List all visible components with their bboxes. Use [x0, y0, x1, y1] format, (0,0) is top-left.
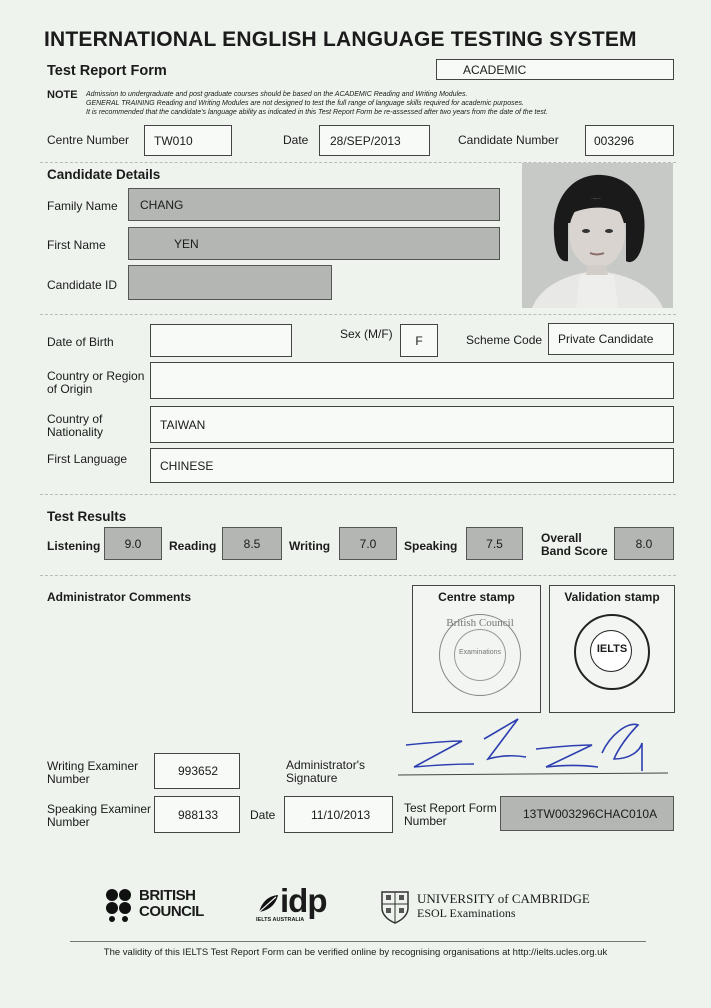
- test-date-label: Date: [283, 133, 309, 147]
- scheme-code-value: Private Candidate: [558, 332, 654, 346]
- overall-label: [541, 532, 608, 558]
- nationality-label: [47, 413, 103, 439]
- first-name-label: First Name: [47, 238, 106, 252]
- test-results-heading: Test Results: [47, 509, 127, 524]
- centre-number-label: Centre Number: [47, 133, 130, 147]
- candidate-photo: [522, 163, 673, 308]
- speaking-score: 7.5: [486, 536, 503, 551]
- divider: [40, 494, 676, 495]
- candidate-portrait: [522, 163, 673, 308]
- writing-examiner-value: 993652: [178, 764, 219, 778]
- note-line-1: Admission to undergraduate and post graduate courses should be based on the ACADEMIC Reading and Writing Modules.: [86, 91, 468, 98]
- administrator-comments-label: Administrator Comments: [47, 590, 192, 604]
- nationality-label-line-1: Country of: [47, 412, 103, 426]
- trf-number-label: [404, 802, 497, 828]
- divider: [40, 575, 676, 576]
- administrator-signature-label: [286, 759, 365, 785]
- cambridge-text-2: ESOL Examinations: [417, 906, 516, 920]
- first-language-value: CHINESE: [160, 458, 214, 473]
- admin-date-label: Date: [250, 808, 276, 822]
- overall-label-line-2: Band Score: [541, 544, 608, 558]
- trf-number-label-line-1: Test Report Form: [404, 801, 497, 815]
- first-name-value: YEN: [174, 236, 199, 251]
- note-line-2: GENERAL TRAINING Reading and Writing Modules are not designed to test the full range of language skills required for academic purposes.: [86, 100, 524, 107]
- centre-number-value: TW010: [154, 133, 193, 148]
- dob-field: [150, 324, 292, 357]
- validation-stamp-seal: [574, 614, 650, 690]
- validation-stamp-box: [549, 585, 675, 713]
- family-name-label: Family Name: [47, 199, 118, 213]
- admin-date-field: [284, 796, 393, 833]
- validation-stamp-seal-text: IELTS: [596, 643, 628, 655]
- idp-logo: [256, 882, 336, 924]
- scheme-code-field: [548, 323, 674, 355]
- first-language-label: First Language: [47, 452, 128, 466]
- sex-label: Sex (M/F): [340, 327, 393, 341]
- candidate-number-label: Candidate Number: [458, 133, 559, 147]
- family-name-field: [128, 188, 500, 221]
- writing-examiner-label-line-1: Writing Examiner: [47, 759, 139, 773]
- centre-stamp-box: [412, 585, 541, 713]
- overall-label-line-1: Overall: [541, 531, 582, 545]
- dob-label: Date of Birth: [47, 335, 114, 349]
- speaking-label: Speaking: [404, 539, 458, 553]
- region-field: [150, 362, 674, 399]
- administrator-signature-label-line-2: Signature: [286, 771, 338, 785]
- speaking-score-field: [466, 527, 523, 560]
- speaking-examiner-label: [47, 803, 151, 829]
- validation-stamp-label: Validation stamp: [564, 590, 660, 604]
- idp-subtext: IELTS AUSTRALIA: [256, 917, 305, 923]
- centre-stamp-label: Centre stamp: [438, 590, 515, 604]
- nationality-label-line-2: Nationality: [47, 425, 104, 439]
- cambridge-text-1: UNIVERSITY of CAMBRIDGE: [417, 891, 590, 906]
- admin-date-value: 11/10/2013: [311, 807, 371, 822]
- region-label-line-2: of Origin: [47, 382, 93, 396]
- trf-number-field: [500, 796, 674, 831]
- form-subtitle: Test Report Form: [47, 63, 167, 79]
- writing-score: 7.0: [359, 536, 377, 551]
- centre-stamp-seal-inner: Examinations: [458, 649, 502, 656]
- candidate-number-value: 003296: [594, 133, 635, 148]
- administrator-signature: [396, 715, 671, 785]
- test-date-value: 28/SEP/2013: [330, 133, 401, 148]
- family-name-value: CHANG: [140, 197, 184, 212]
- footer-rule: [70, 941, 646, 942]
- reading-score: 8.5: [243, 536, 261, 551]
- note-text: [86, 90, 676, 117]
- idp-leaf-icon: [256, 892, 282, 916]
- writing-examiner-label: [47, 760, 138, 786]
- sex-field: [400, 324, 438, 357]
- first-language-field: [150, 448, 674, 483]
- candidate-details-heading: Candidate Details: [47, 167, 161, 182]
- writing-label: Writing: [289, 539, 331, 553]
- region-label-line-1: Country or Region: [47, 369, 145, 383]
- footer-text: The validity of this IELTS Test Report Form can be verified online by recognising organisations at http://ielts.ucles.org.uk: [103, 947, 608, 958]
- trf-number-value: 13TW003296CHAC010A: [523, 806, 658, 821]
- first-name-field: [128, 227, 500, 260]
- note-label: NOTE: [47, 89, 78, 101]
- speaking-examiner-label-line-2: Number: [47, 815, 90, 829]
- british-council-logo: [105, 888, 215, 922]
- overall-score: 8.0: [635, 536, 653, 551]
- region-label: [47, 370, 144, 396]
- cambridge-shield-icon: [380, 890, 410, 924]
- page-title: INTERNATIONAL ENGLISH LANGUAGE TESTING SYSTEM: [44, 28, 637, 51]
- overall-score-field: [614, 527, 674, 560]
- note-line-3: It is recommended that the candidate's language ability as indicated in this Test Report Form be re-assessed after two years from the date of the test.: [86, 109, 548, 116]
- scheme-code-label: Scheme Code: [466, 333, 543, 347]
- administrator-signature-label-line-1: Administrator's: [286, 758, 365, 772]
- candidate-id-label: Candidate ID: [47, 278, 118, 292]
- trf-number-label-line-2: Number: [404, 814, 447, 828]
- centre-stamp-seal-text: British Council: [446, 617, 514, 629]
- reading-label: Reading: [169, 539, 217, 553]
- writing-examiner-field: [154, 753, 240, 789]
- nationality-value: TAIWAN: [160, 417, 206, 432]
- speaking-examiner-label-line-1: Speaking Examiner: [47, 802, 152, 816]
- divider: [40, 314, 676, 315]
- british-council-text-1: BRITISH: [139, 887, 196, 904]
- candidate-id-field: [128, 265, 332, 300]
- test-date-field: [319, 125, 430, 156]
- cambridge-logo: [380, 890, 595, 926]
- module-box: [436, 59, 674, 80]
- reading-score-field: [222, 527, 282, 560]
- listening-score-field: [104, 527, 162, 560]
- listening-score: 9.0: [124, 536, 142, 551]
- british-council-dots-icon: [105, 888, 139, 922]
- centre-stamp-seal: [439, 614, 521, 696]
- idp-text: idp: [280, 882, 327, 919]
- speaking-examiner-field: [154, 796, 240, 833]
- candidate-number-field: [585, 125, 674, 156]
- listening-label: Listening: [47, 539, 101, 553]
- centre-number-field: [144, 125, 232, 156]
- british-council-text-2: COUNCIL: [139, 903, 204, 920]
- nationality-field: [150, 406, 674, 443]
- speaking-examiner-value: 988133: [178, 807, 219, 822]
- writing-examiner-label-line-2: Number: [47, 772, 90, 786]
- writing-score-field: [339, 527, 397, 560]
- module-value: ACADEMIC: [463, 62, 527, 77]
- sex-value: F: [415, 333, 423, 348]
